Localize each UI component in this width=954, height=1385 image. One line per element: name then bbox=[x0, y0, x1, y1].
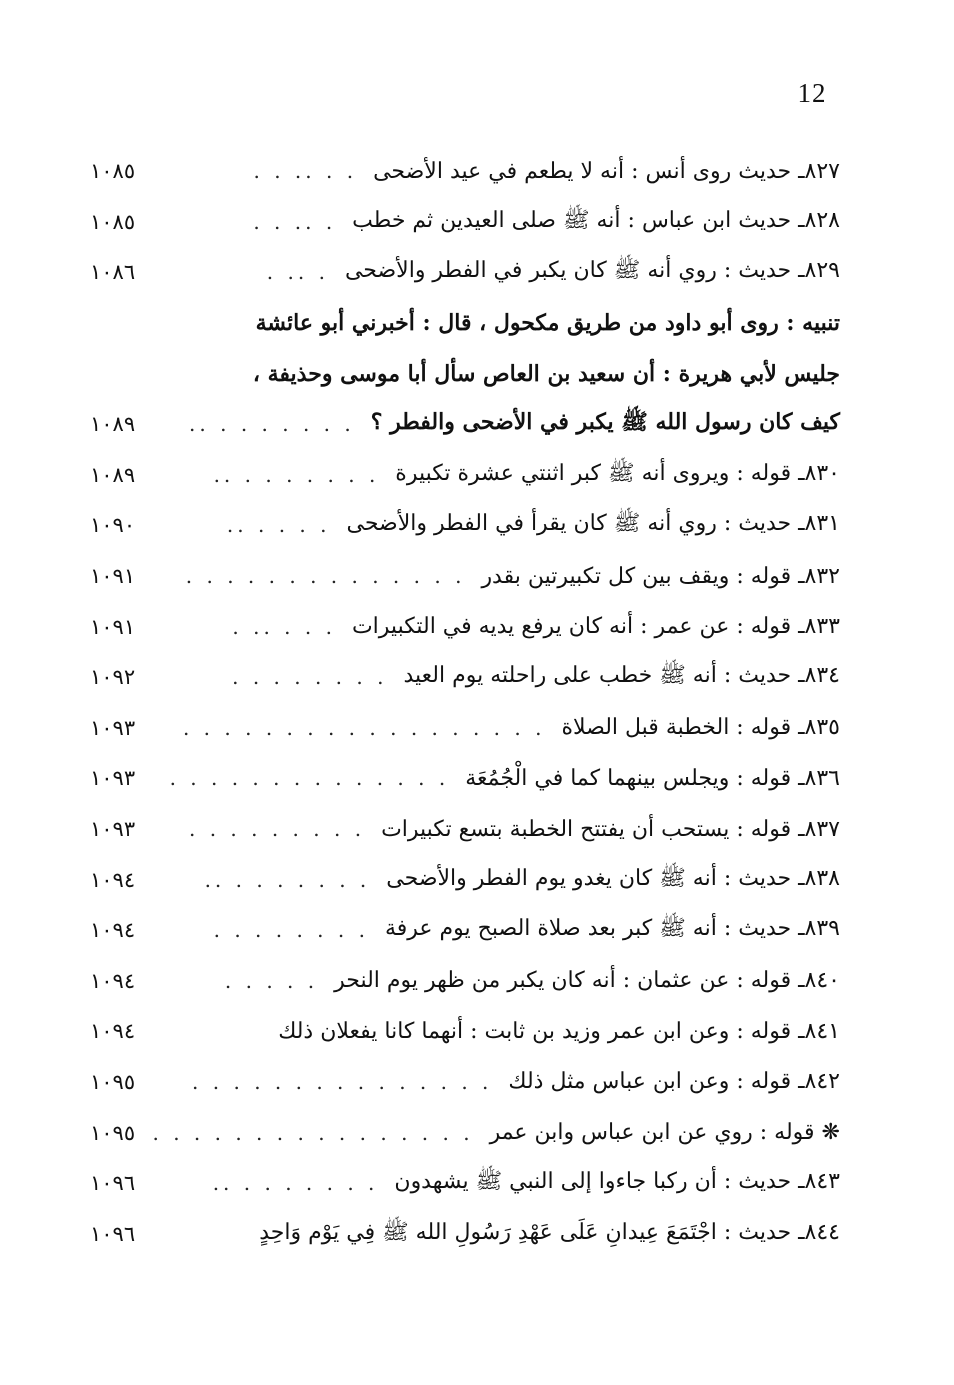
toc-row bbox=[70, 298, 840, 349]
toc-entry bbox=[237, 361, 840, 387]
toc-entry bbox=[185, 563, 840, 589]
toc-entry-text: ٨٣٢ـ قوله : ويقف بين كل تكبيرتين بقدر bbox=[481, 563, 840, 589]
toc-page-number: ١٠٩٦ bbox=[90, 1221, 136, 1246]
toc-entry bbox=[205, 864, 840, 896]
toc-row bbox=[70, 197, 840, 248]
toc-entry bbox=[225, 968, 840, 993]
toc-entry bbox=[254, 159, 841, 184]
toc-entry-text: ٨٢٧ـ حديث روى أنس : أنه لا يطعم في عيد الأضحى bbox=[373, 158, 840, 184]
toc-page-number: ١٠٩٣ bbox=[90, 817, 136, 842]
toc-row bbox=[70, 247, 840, 298]
toc-row bbox=[70, 399, 840, 450]
toc-row bbox=[70, 1107, 840, 1158]
toc-row bbox=[70, 1006, 840, 1057]
toc-row bbox=[70, 703, 840, 754]
toc-entry-text: ❋ قوله : روي عن ابن عباس وابن عمر bbox=[489, 1120, 840, 1146]
toc-row bbox=[70, 450, 840, 501]
toc-entry bbox=[189, 408, 840, 440]
toc-row bbox=[70, 652, 840, 703]
toc-leader-dots: . . . . . bbox=[224, 968, 319, 993]
toc-entry-text: ٨٣٠ـ قوله : ويروى أنه ﷺ كبر اثنتي عشرة تكبيرة bbox=[395, 460, 840, 486]
toc-row bbox=[70, 348, 840, 399]
toc-entry bbox=[227, 509, 840, 541]
toc-entry bbox=[240, 310, 840, 336]
toc-leader-dots: . . . . . . . . . . . . . . . bbox=[192, 1069, 493, 1094]
toc-page-number: ١٠٩٤ bbox=[90, 968, 136, 993]
toc-page-number: ١٠٩٤ bbox=[90, 1019, 136, 1044]
toc-row bbox=[70, 1158, 840, 1209]
toc-entry-text: كيف كان رسول الله ﷺ يكبر في الأضحى والفطر ؟ bbox=[370, 409, 840, 436]
toc-page-number: ١٠٩٠ bbox=[90, 513, 136, 538]
toc-page-number: ١٠٩٣ bbox=[90, 766, 136, 791]
toc-entry-text: ٨٣٩ـ حديث : أنه ﷺ كبر بعد صلاة الصبح يوم عرفة bbox=[384, 916, 840, 942]
toc-leader-dots: . . . . . . . . . . . . . . bbox=[169, 766, 450, 791]
toc-entry bbox=[232, 614, 840, 639]
toc-row bbox=[70, 854, 840, 905]
toc-entry-text: ٨٤١ـ قوله : وعن ابن عمر وزيد بن ثابت : أنهما كانا يفعلان ذلك bbox=[278, 1018, 840, 1044]
toc-entry bbox=[214, 459, 840, 491]
toc-leader-dots: . . . . . . . .. bbox=[189, 412, 355, 437]
toc-entry bbox=[189, 817, 840, 842]
toc-entry bbox=[213, 1167, 840, 1199]
toc-row bbox=[70, 753, 840, 804]
toc-row bbox=[70, 956, 840, 1007]
toc-entry-text: ٨٢٨ـ حديث ابن عباس : أنه ﷺ صلى العيدين ثم خطب bbox=[352, 207, 840, 233]
toc-leader-dots: . . . . .. bbox=[226, 513, 331, 538]
toc-entry-text: تنبيه : روى أبو داود من طريق مكحول ، قال : أخبرني أبو عائشة bbox=[255, 310, 840, 337]
toc-entry bbox=[214, 914, 840, 946]
toc-entry bbox=[182, 715, 840, 741]
toc-row bbox=[70, 500, 840, 551]
toc-entry-text: ٨٣٦ـ قوله : ويجلس بينهما كما في الْجُمُعَة bbox=[465, 765, 840, 791]
toc-page-number: ١٠٩٥ bbox=[90, 1120, 136, 1145]
toc-page-number: ١٠٩٦ bbox=[90, 1171, 136, 1196]
toc-page-number: ١٠٩٤ bbox=[90, 918, 136, 943]
toc-entry-text: ٨٤٤ـ حديث : اجْتَمَعَ عِيدانِ عَلَى عَهْدِ رَسُولِ الله ﷺ فِي يَوْم وَاحِدٍ bbox=[259, 1219, 840, 1245]
toc-leader-dots: . . . . . . . . . . . . . . . . bbox=[152, 1120, 474, 1145]
toc-entry bbox=[152, 1120, 840, 1146]
toc-entry-text: ٨٣٧ـ قوله : يستحب أن يفتتح الخطبة بتسع تكبيرات bbox=[381, 816, 840, 842]
toc-page-number: ١٠٩١ bbox=[90, 564, 136, 589]
toc-entry bbox=[262, 1019, 840, 1044]
table-of-contents bbox=[70, 146, 840, 1259]
toc-entry-text: ٨٤٠ـ قوله : عن عثمان : أنه كان يكبر من ظهر يوم النحر bbox=[334, 968, 840, 994]
toc-page-number: ١٠٨٥ bbox=[90, 209, 136, 234]
toc-page-number: ١٠٩٥ bbox=[90, 1069, 136, 1094]
toc-entry bbox=[192, 1069, 840, 1094]
toc-entry-text: ٨٣٣ـ قوله : عن عمر : أنه كان يرفع يديه في التكبيرات bbox=[351, 614, 840, 640]
toc-page-number: ١٠٩٢ bbox=[90, 665, 136, 690]
toc-page-number: ١٠٨٥ bbox=[90, 159, 136, 184]
toc-row bbox=[70, 804, 840, 855]
toc-entry-text: ٨٣١ـ حديث : روي أنه ﷺ كان يقرأ في الفطر والأضحى bbox=[346, 511, 840, 537]
toc-row bbox=[70, 601, 840, 652]
toc-leader-dots: . . . . . . . . . . . . . . bbox=[185, 564, 466, 589]
toc-row bbox=[70, 1057, 840, 1108]
toc-page-number: ١٠٩١ bbox=[90, 614, 136, 639]
toc-leader-dots: . . . . . . . . . bbox=[188, 817, 366, 842]
toc-entry-text: جليس لأبي هريرة : أن سعيد بن العاص سأل أبا موسى وحذيفة ، bbox=[252, 360, 840, 387]
toc-leader-dots: . . . . . . . . . . . . . . . . . . bbox=[182, 715, 546, 740]
toc-leader-dots: . .. . bbox=[266, 260, 329, 285]
toc-leader-dots: . . . .. . bbox=[232, 614, 336, 639]
toc-leader-dots: . . . . . . . . bbox=[213, 918, 369, 943]
toc-entry-text: ٨٣٥ـ قوله : الخطبة قبل الصلاة bbox=[561, 715, 840, 741]
toc-page-number: ١٠٨٩ bbox=[90, 412, 136, 437]
toc-page-number: ١٠٩٣ bbox=[90, 715, 136, 740]
toc-entry-text: ٨٣٤ـ حديث : أنه ﷺ خطب على راحلته يوم العيد bbox=[403, 663, 840, 689]
toc-entry bbox=[253, 206, 840, 238]
toc-entry bbox=[232, 661, 840, 693]
toc-row bbox=[70, 905, 840, 956]
page-number: 12 bbox=[797, 78, 827, 108]
toc-entry-text: ٨٤٣ـ حديث : أن ركبا جاءوا إلى النبي ﷺ يشهدون bbox=[394, 1169, 840, 1195]
toc-leader-dots: . .. . . bbox=[253, 209, 337, 234]
toc-leader-dots: . . . . . . . .. bbox=[212, 1171, 379, 1196]
toc-leader-dots: . . .. . . bbox=[253, 159, 358, 184]
toc-entry-text: ٨٤٢ـ قوله : وعن ابن عباس مثل ذلك bbox=[508, 1069, 840, 1095]
toc-entry bbox=[169, 765, 840, 791]
toc-leader-dots: . . . . . . . . bbox=[232, 665, 388, 690]
toc-row bbox=[70, 1208, 840, 1259]
toc-entry bbox=[243, 1218, 840, 1250]
toc-page-number: ١٠٨٩ bbox=[90, 462, 136, 487]
toc-leader-dots: . . . . . . . .. bbox=[213, 462, 380, 487]
toc-page-number: ١٠٨٦ bbox=[90, 260, 136, 285]
toc-entry bbox=[267, 256, 840, 288]
toc-row bbox=[70, 551, 840, 602]
toc-leader-dots: . . . . . . . .. bbox=[204, 867, 371, 892]
toc-entry-text: ٨٣٨ـ حديث : أنه ﷺ كان يغدو يوم الفطر والأضحى bbox=[386, 865, 840, 891]
toc-page-number: ١٠٩٤ bbox=[90, 867, 136, 892]
toc-row bbox=[70, 146, 840, 197]
toc-entry-text: ٨٢٩ـ حديث : روي أنه ﷺ كان يكبر في الفطر والأضحى bbox=[344, 258, 840, 284]
